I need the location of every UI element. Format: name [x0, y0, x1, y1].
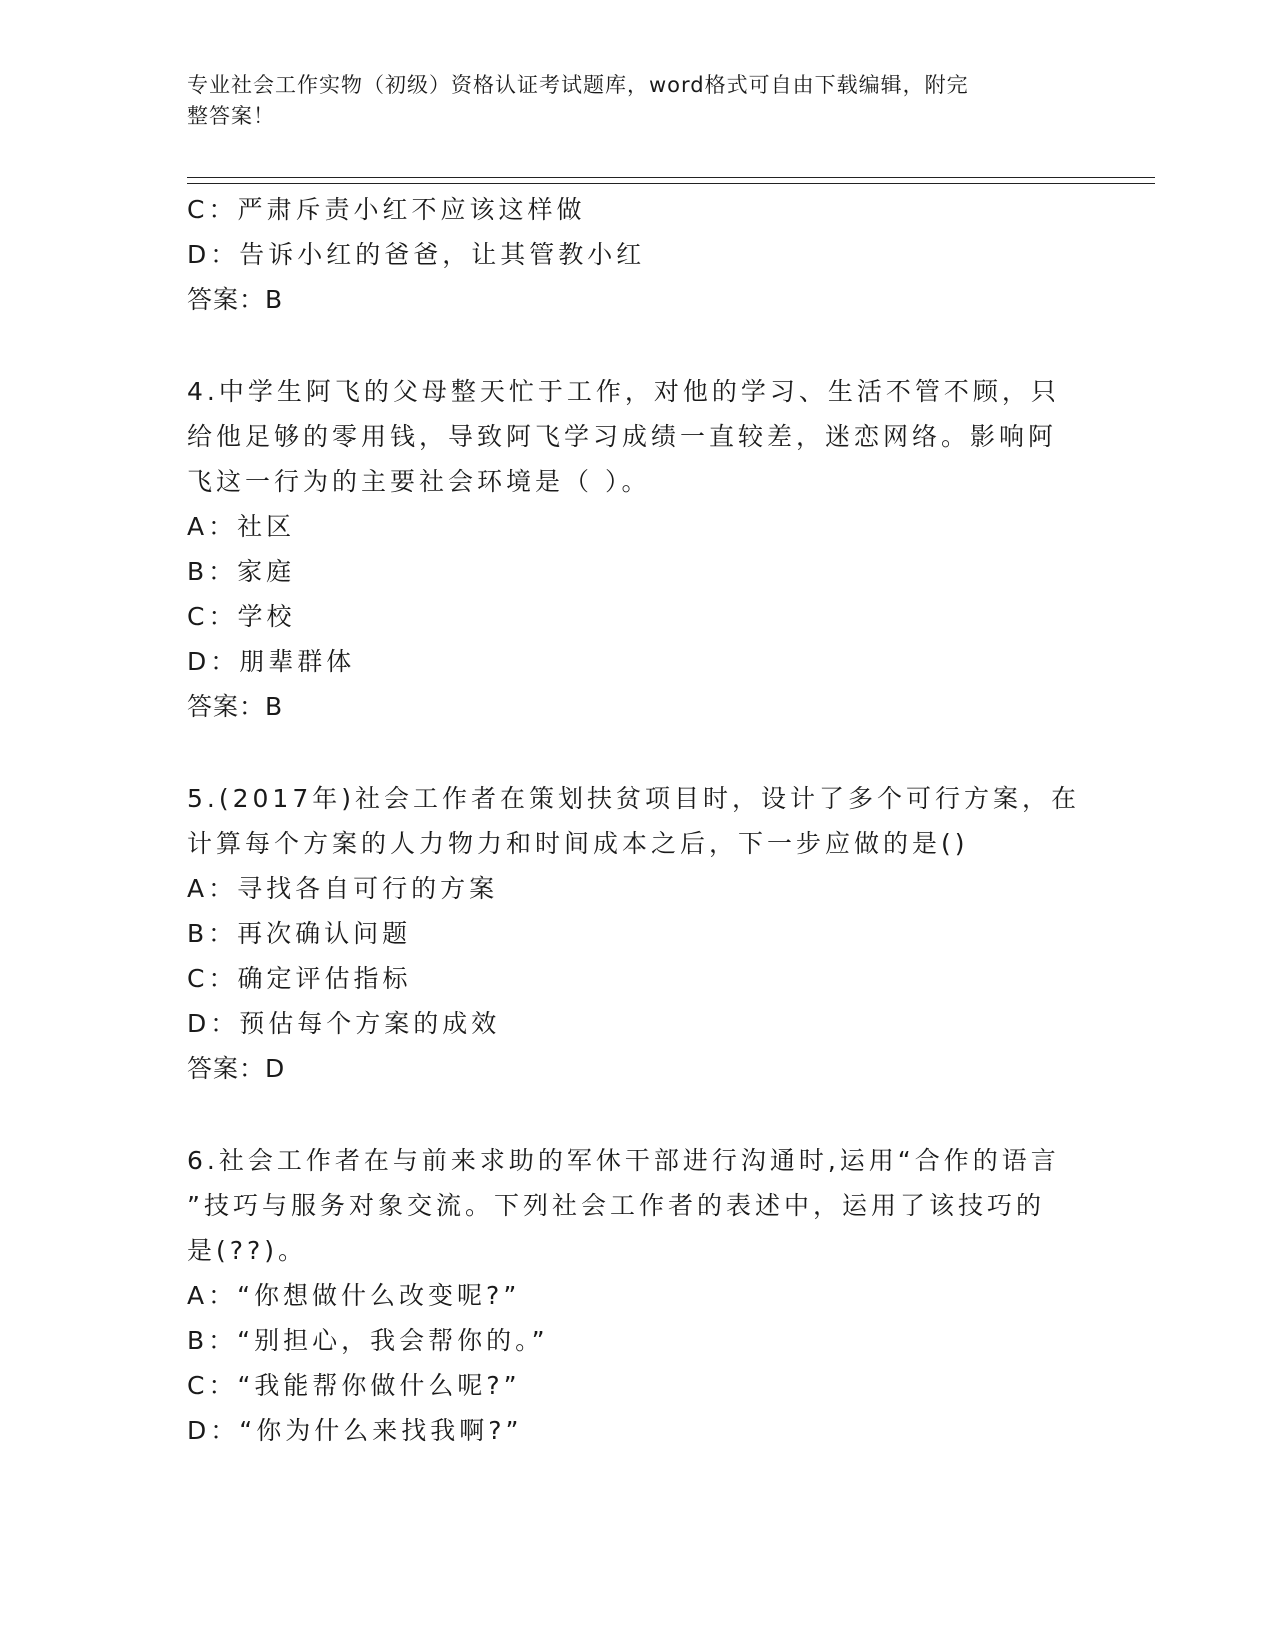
option-b: B：“别担心，我会帮你的。” — [187, 1326, 549, 1355]
option-d: D：朋辈群体 — [187, 647, 356, 676]
question-stem-line: 6.社会工作者在与前来求助的军休干部进行沟通时,运用“合作的语言 — [187, 1146, 1060, 1175]
question-4 — [187, 369, 1087, 730]
header-rule-top — [187, 177, 1155, 178]
option-b: B：家庭 — [187, 557, 296, 586]
question-stem-line: 给他足够的零用钱，导致阿飞学习成绩一直较差，迷恋网络。影响阿 — [187, 422, 1058, 451]
question-stem-line: ”技巧与服务对象交流。下列社会工作者的表述中，运用了该技巧的 — [187, 1191, 1045, 1220]
question-3 — [187, 187, 1087, 323]
question-stem-line: 是(??)。 — [187, 1236, 308, 1265]
option-a: A：社区 — [187, 512, 296, 541]
spacer — [187, 730, 1087, 776]
question-stem-line: 飞这一行为的主要社会环境是（ ）。 — [187, 467, 651, 496]
option-d: D：“你为什么来找我啊?” — [187, 1416, 523, 1445]
spacer — [187, 1092, 1087, 1138]
header-line-2: 整答案！ — [187, 104, 275, 128]
option-b: B：再次确认问题 — [187, 919, 412, 948]
document-header — [187, 70, 1087, 132]
option-c: C：确定评估指标 — [187, 964, 412, 993]
question-5 — [187, 776, 1087, 1092]
option-a: A：寻找各自可行的方案 — [187, 874, 499, 903]
question-content — [187, 187, 1087, 1453]
question-stem-line: 计算每个方案的人力物力和时间成本之后，下一步应做的是() — [187, 829, 969, 858]
question-stem-line: 5.(2017年)社会工作者在策划扶贫项目时，设计了多个可行方案，在 — [187, 784, 1080, 813]
option-c: C：学校 — [187, 602, 296, 631]
spacer — [187, 323, 1087, 369]
option-a: A：“你想做什么改变呢?” — [187, 1281, 521, 1310]
question-6 — [187, 1138, 1087, 1453]
option-d: D：告诉小红的爸爸，让其管教小红 — [187, 240, 646, 269]
question-stem-line: 4.中学生阿飞的父母整天忙于工作，对他的学习、生活不管不顾，只 — [187, 377, 1060, 406]
answer-line: 答案：B — [187, 285, 284, 314]
option-c: C：严肃斥责小红不应该这样做 — [187, 195, 586, 224]
option-d: D：预估每个方案的成效 — [187, 1009, 501, 1038]
option-c: C：“我能帮你做什么呢?” — [187, 1371, 521, 1400]
header-line-1: 专业社会工作实物（初级）资格认证考试题库，word格式可自由下载编辑，附完 — [187, 73, 969, 97]
header-rule-bottom — [187, 183, 1155, 184]
answer-line: 答案：B — [187, 692, 284, 721]
answer-line: 答案：D — [187, 1054, 286, 1083]
